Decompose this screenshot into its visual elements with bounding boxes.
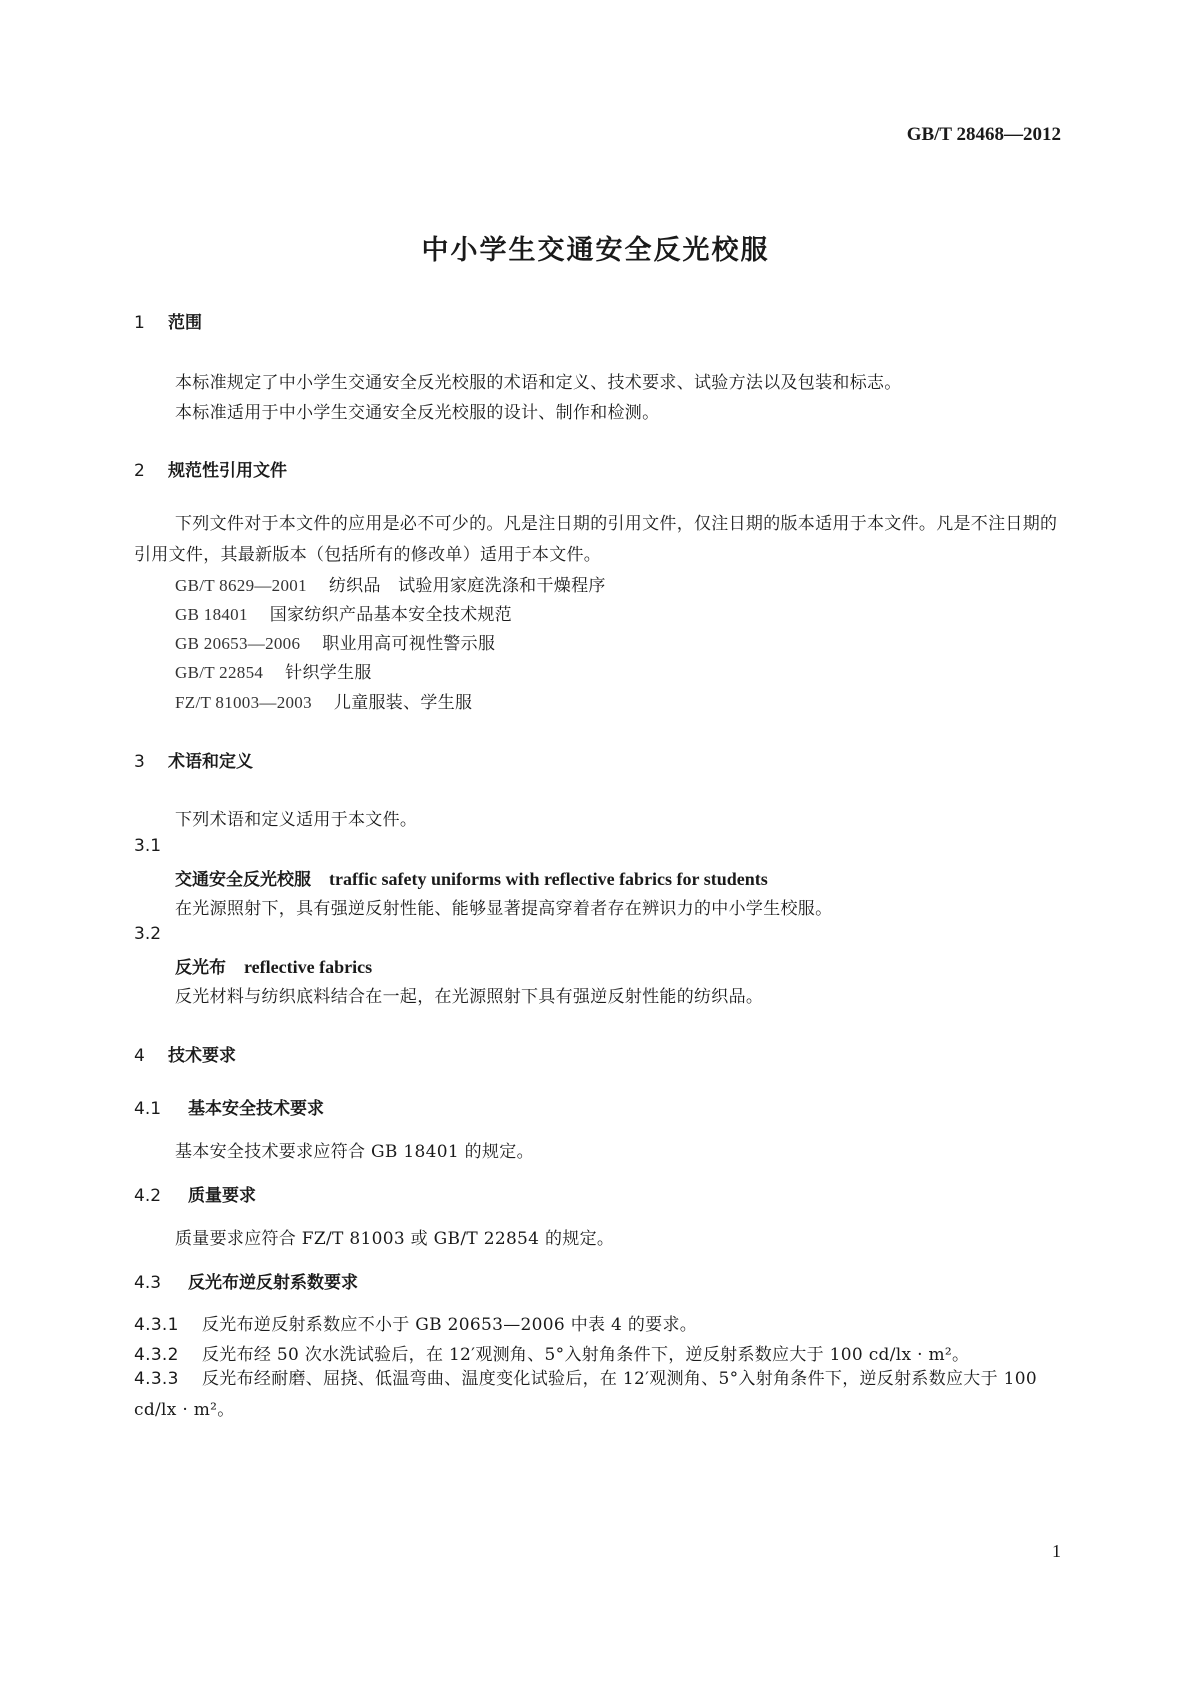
subsection-4-2-heading (134, 1181, 256, 1206)
subsection-4-1-heading (134, 1094, 324, 1119)
subsection-title: 反光布逆反射系数要求 (188, 1273, 358, 1293)
reference-code: GB 20653—2006 (175, 634, 301, 653)
term-en: reflective fabrics (244, 957, 373, 977)
section-2-heading (134, 456, 287, 481)
reference-item (175, 571, 606, 596)
section-number: 1 (134, 313, 145, 333)
term-number: 3.2 (134, 924, 162, 944)
reference-item (175, 629, 495, 654)
clause-4-3-3 (134, 1364, 1062, 1426)
section-title: 范围 (168, 313, 202, 333)
page-number: 1 (1052, 1541, 1061, 1561)
clause-text: 反光布逆反射系数应不小于 GB 20653—2006 中表 4 的要求。 (202, 1315, 698, 1335)
term-entry (175, 953, 372, 978)
reference-title: 针织学生服 (285, 663, 372, 683)
paragraph: 基本安全技术要求应符合 GB 18401 的规定。 (175, 1142, 534, 1162)
clause-4-3-2 (134, 1340, 969, 1365)
section-title: 术语和定义 (168, 752, 253, 772)
reference-item (175, 658, 372, 683)
term-definition: 在光源照射下，具有强逆反射性能、能够显著提高穿着者存在辨识力的中小学生校服。 (175, 899, 833, 919)
document-title: 中小学生交通安全反光校服 (421, 235, 770, 266)
subsection-number: 4.3 (134, 1273, 162, 1293)
reference-title: 纺织品 试验用家庭洗涤和干燥程序 (328, 576, 606, 596)
term-number: 3.1 (134, 836, 162, 856)
section-number: 3 (134, 752, 145, 772)
standard-code: GB/T 28468—2012 (906, 124, 1061, 145)
reference-title: 国家纺织产品基本安全技术规范 (269, 605, 512, 625)
section-4-heading (134, 1041, 236, 1066)
reference-item (175, 600, 512, 625)
term-en: traffic safety uniforms with reflective fabrics for students (329, 869, 768, 889)
term-entry (175, 865, 768, 890)
section-title: 技术要求 (168, 1046, 236, 1066)
paragraph: 下列术语和定义适用于本文件。 (175, 810, 418, 830)
clause-number: 4.3.2 (134, 1345, 179, 1365)
paragraph: 质量要求应符合 FZ/T 81003 或 GB/T 22854 的规定。 (175, 1229, 615, 1249)
subsection-title: 基本安全技术要求 (188, 1099, 324, 1119)
section-number: 2 (134, 461, 145, 481)
section-title: 规范性引用文件 (168, 461, 287, 481)
section-number: 4 (134, 1046, 145, 1066)
term-zh: 交通安全反光校服 (175, 870, 311, 890)
subsection-number: 4.1 (134, 1099, 162, 1119)
term-definition: 反光材料与纺织底料结合在一起，在光源照射下具有强逆反射性能的纺织品。 (175, 987, 764, 1007)
reference-code: FZ/T 81003—2003 (175, 693, 312, 712)
term-zh: 反光布 (175, 958, 226, 978)
section-1-heading (134, 308, 202, 333)
subsection-4-3-heading (134, 1268, 358, 1293)
section-3-heading (134, 747, 253, 772)
reference-item (175, 688, 472, 713)
subsection-number: 4.2 (134, 1186, 162, 1206)
clause-4-3-1 (134, 1310, 697, 1335)
clause-text: 反光布经耐磨、屈挠、低温弯曲、温度变化试验后，在 12′观测角、5°入射角条件下，逆反射系数应大于 100 cd/lx · m²。 (134, 1369, 1037, 1420)
subsection-title: 质量要求 (188, 1186, 256, 1206)
reference-title: 儿童服装、学生服 (333, 693, 473, 713)
paragraph: 本标准规定了中小学生交通安全反光校服的术语和定义、技术要求、试验方法以及包装和标志。 (175, 373, 902, 393)
paragraph: 下列文件对于本文件的应用是必不可少的。凡是注日期的引用文件，仅注日期的版本适用于本文件。凡是不注日期的引用文件，其最新版本（包括所有的修改单）适用于本文件。 (134, 514, 1058, 565)
clause-number: 4.3.3 (134, 1369, 179, 1389)
reference-code: GB 18401 (175, 605, 248, 624)
reference-title: 职业用高可视性警示服 (322, 634, 496, 654)
clause-number: 4.3.1 (134, 1315, 179, 1335)
reference-code: GB/T 22854 (175, 663, 264, 682)
reference-code: GB/T 8629—2001 (175, 576, 307, 595)
clause-text: 反光布经 50 次水洗试验后，在 12′观测角、5°入射角条件下，逆反射系数应大于 100 cd/lx · m²。 (202, 1345, 970, 1365)
paragraph: 本标准适用于中小学生交通安全反光校服的设计、制作和检测。 (175, 403, 660, 423)
